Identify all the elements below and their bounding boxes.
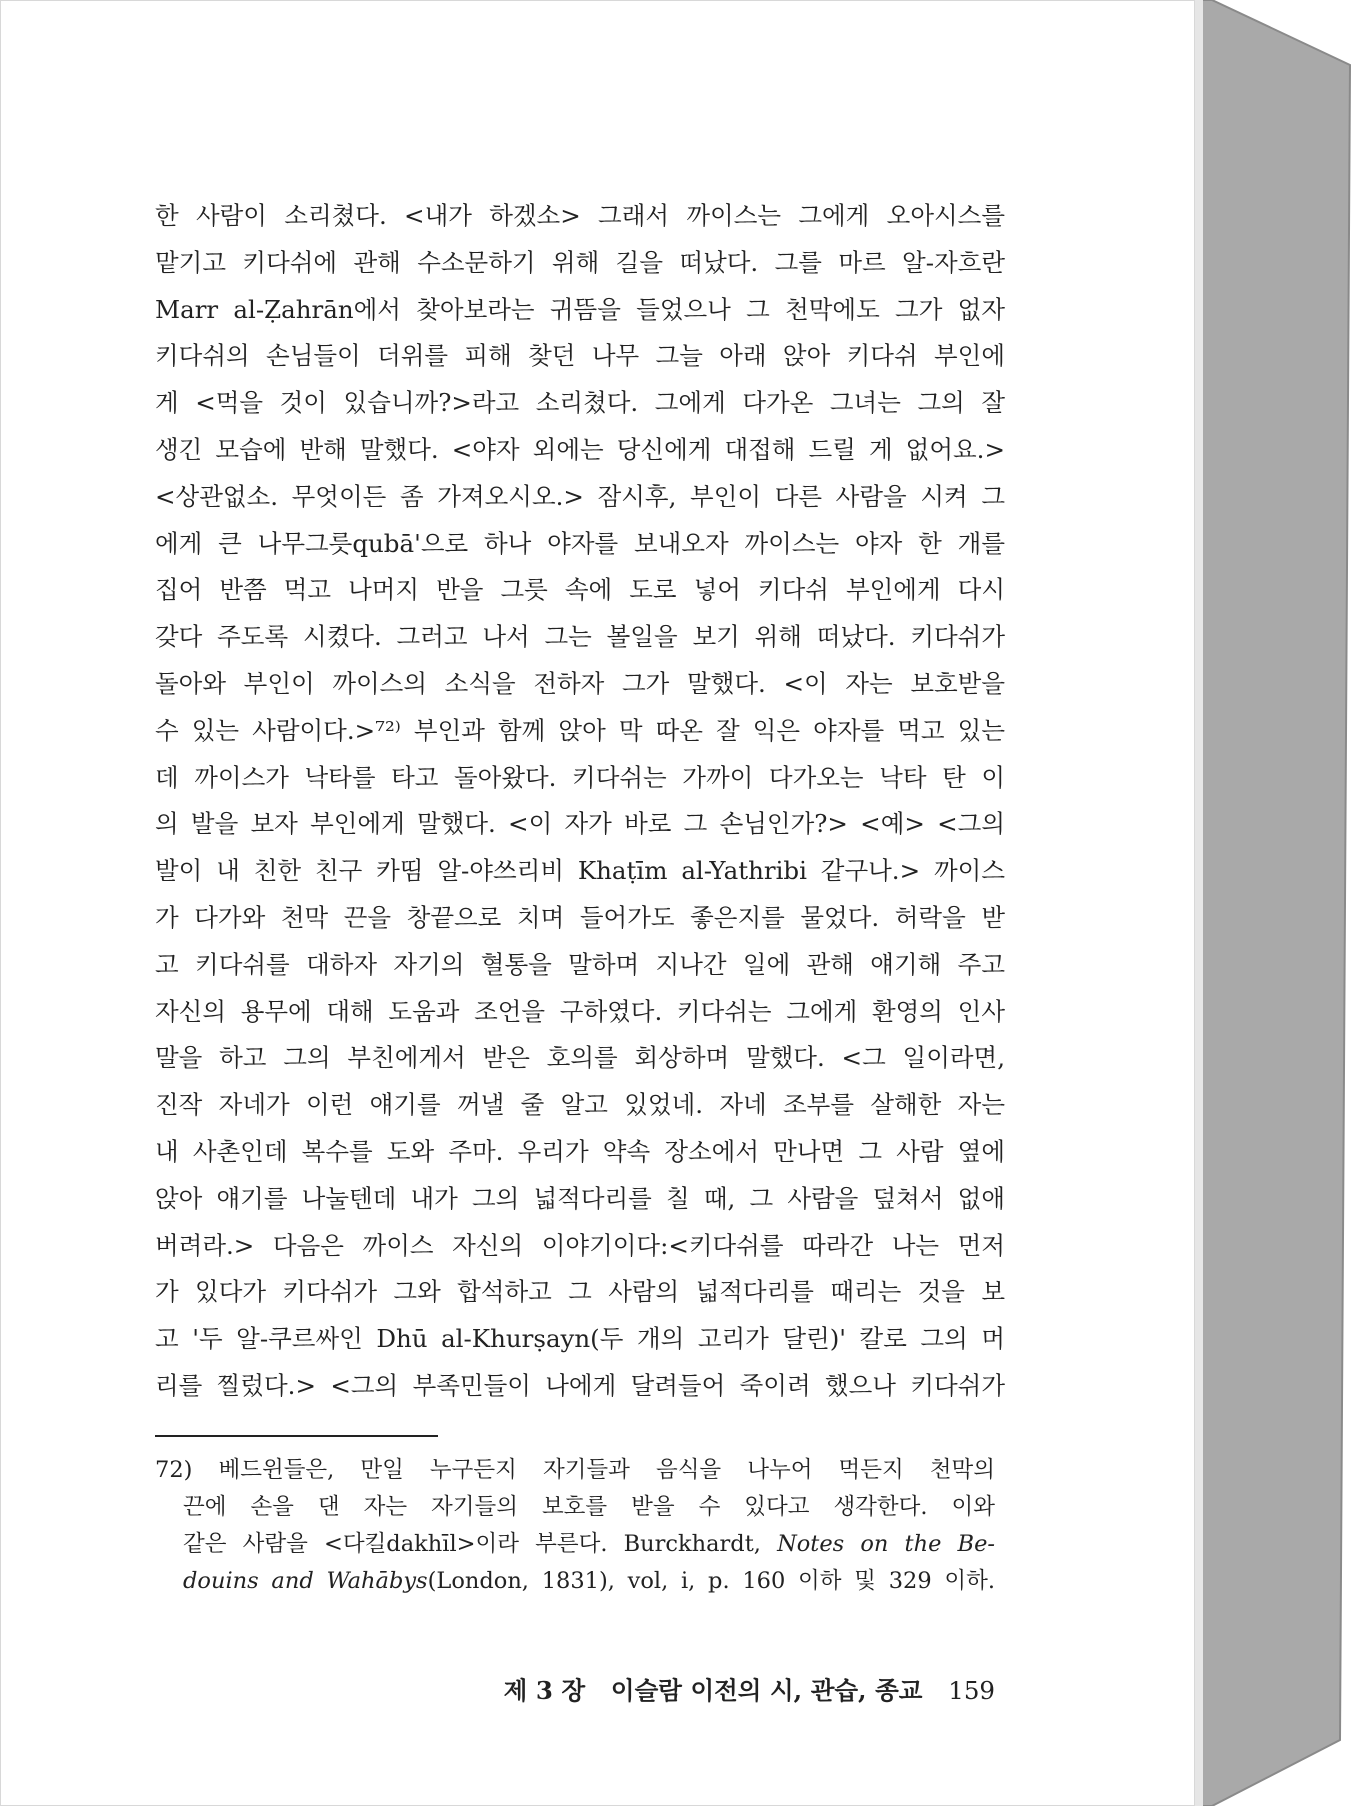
footnote-book-title: Notes on the Be- [777,1531,995,1557]
page-number: 159 [948,1676,995,1705]
body-line: 에게 큰 나무그릇qubā'으로 하나 야자를 보내오자 까이스는 야자 한 개를 [155,528,1005,558]
body-line: 앉아 얘기를 나눌텐데 내가 그의 넓적다리를 칠 때, 그 사람을 덮쳐서 없애 [155,1183,1005,1213]
page-footer [504,1672,995,1707]
body-line: 한 사람이 소리쳤다. <내가 하겠소> 그래서 까이스는 그에게 오아시스를 [155,201,1005,230]
body-text [155,193,1005,1410]
body-line: 발이 내 친한 친구 카띰 알-야쓰리비 Khaṭīm al-Yathribi 같구나.> 까이스 [155,856,1005,886]
body-line: 돌아와 부인이 까이스의 소식을 전하자 그가 말했다. <이 자는 보호받을 [155,668,1005,698]
body-line: 데 까이스가 낙타를 타고 돌아왔다. 키다쉬는 가까이 다가오는 낙타 탄 이 [155,762,1005,792]
body-line: 자신의 용무에 대해 도움과 조언을 구하였다. 키다쉬는 그에게 환영의 인사 [155,996,1005,1026]
footnote-line: 72) 베드윈들은, 만일 누구든지 자기들과 음식을 나누어 먹든지 천막의 [155,1457,995,1483]
footnote-rule [155,1435,438,1437]
body-line: 가 다가와 천막 끈을 창끝으로 치며 들어가도 좋은지를 물었다. 허락을 받 [155,902,1005,932]
footnote-book-title: douins and Wahābys [183,1568,428,1594]
body-line: 생긴 모습에 반해 말했다. <야자 외에는 당신에게 대접해 드릴 게 없어요.> [155,434,1005,464]
body-line: 내 사촌인데 복수를 도와 주마. 우리가 약속 장소에서 만나면 그 사람 옆에 [155,1136,1005,1166]
body-line: 집어 반쯤 먹고 나머지 반을 그릇 속에 도로 넣어 키다쉬 부인에게 다시 [155,575,1005,605]
footnote-text: (London, 1831), vol, i, p. 160 이하 및 329 이하. [427,1568,995,1594]
footnote-line [155,1563,995,1600]
body-line: 고 키다쉬를 대하자 자기의 혈통을 말하며 지나간 일에 관해 얘기해 주고 [155,949,1005,979]
footnote-line: 끈에 손을 댄 자는 자기들의 보호를 받을 수 있다고 생각한다. 이와 [183,1494,995,1520]
footnote-line [155,1526,995,1563]
body-line: 게 <먹을 것이 있습니까?>라고 소리쳤다. 그에게 다가온 그녀는 그의 잘 [155,388,1005,418]
body-line: 진작 자네가 이런 얘기를 꺼낼 줄 알고 있었네. 자네 조부를 살해한 자는 [155,1090,1005,1120]
body-line: 의 발을 보자 부인에게 말했다. <이 자가 바로 그 손님인가?> <예> <그의 [155,809,1005,839]
body-line: 고 '두 알-쿠르싸인 Dhū al-Khurṣayn(두 개의 고리가 달린)' 칼로 그의 머 [155,1324,1005,1354]
footnote-72 [155,1452,995,1600]
body-line: 갖다 주도록 시켰다. 그러고 나서 그는 볼일을 보기 위해 떠났다. 키다쉬가 [155,622,1005,652]
body-line: <상관없소. 무엇이든 좀 가져오시오.> 잠시후, 부인이 다른 사람을 시켜 그 [155,481,1005,511]
body-line: 맡기고 키다쉬에 관해 수소문하기 위해 길을 떠났다. 그를 마르 알-자흐란 [155,247,1005,277]
footnote-text: 같은 사람을 <다킬dakhīl>이라 부른다. Burckhardt, [183,1531,778,1557]
body-line: 버려라.> 다음은 까이스 자신의 이야기이다:<키다쉬를 따라간 나는 먼저 [155,1230,1005,1260]
body-line: 수 있는 사람이다.>⁷²⁾ 부인과 함께 앉아 막 따온 잘 익은 야자를 먹고 있는 [155,715,1005,745]
body-line: 리를 찔렀다.> <그의 부족민들이 나에게 달려들어 죽이려 했으나 키다쉬가 [155,1370,1005,1400]
body-line: 가 있다가 키다쉬가 그와 합석하고 그 사람의 넓적다리를 때리는 것을 보 [155,1277,1005,1307]
chapter-label: 제 3 장 [503,1676,586,1705]
body-line: 키다쉬의 손님들이 더위를 피해 찾던 나무 그늘 아래 앉아 키다쉬 부인에 [155,341,1005,371]
body-line: 말을 하고 그의 부친에게서 받은 호의를 회상하며 말했다. <그 일이라면, [155,1043,1005,1073]
chapter-title: 이슬람 이전의 시, 관습, 종교 [610,1676,923,1705]
body-line: Marr al-Ẓahrān에서 찾아보라는 귀뜸을 들었으나 그 천막에도 그가 없자 [155,294,1005,324]
